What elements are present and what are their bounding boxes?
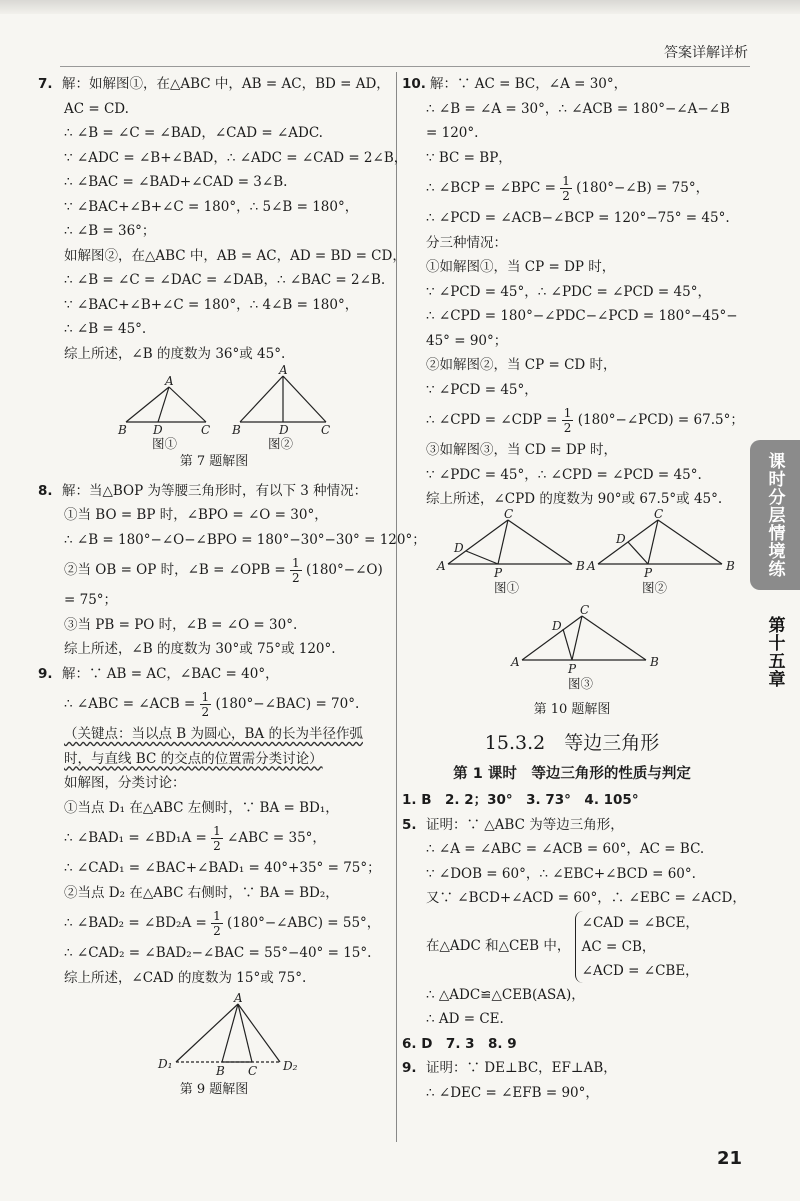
text-line: ∴ ∠A = ∠ABC = ∠ACB = 60°，AC = BC. xyxy=(426,841,705,857)
fraction xyxy=(200,690,212,719)
brace-system xyxy=(402,911,742,983)
q10-fig1-side-bc xyxy=(508,520,572,564)
section-title: 15.3.2 等边三角形 xyxy=(484,732,660,754)
question-9 xyxy=(38,662,390,1103)
text-line: ∴ ∠CPD = 180°−∠PDC−∠PCD = 180°−45°− xyxy=(426,308,738,324)
text: ∴ ∠CPD = ∠CDP = xyxy=(426,412,558,428)
text-line: 综上所述，∠B 的度数为 36°或 45°. xyxy=(64,345,286,362)
text-line: ∵ ∠PCD = 45°，∴ ∠PDC = ∠PCD = 45°， xyxy=(426,283,711,300)
fraction xyxy=(562,406,574,435)
q10-fig2-label-a: A xyxy=(587,558,596,573)
text-line: ①当 BO = BP 时，∠BPO = ∠O = 30°， xyxy=(64,507,328,523)
question-number: 9. xyxy=(38,665,53,682)
q9-segment-ad1 xyxy=(176,1004,238,1062)
q10-fig2-label-p: P xyxy=(644,565,653,580)
text-line: ①当点 D₁ 在△ABC 左侧时，∵ BA = BD₁， xyxy=(64,799,339,816)
answers-line-2: 6. D 7. 3 8. 9 xyxy=(402,1035,517,1052)
q10-fig1-caption: 图① xyxy=(494,579,520,595)
q7-label-b2: B xyxy=(232,423,241,437)
text: 在△ADC 和△CEB 中， xyxy=(426,938,571,955)
question-number: 8. xyxy=(38,482,53,499)
q7-caption: 第 7 题解图 xyxy=(179,454,249,469)
text: ∴ ∠ABC = ∠ACB = xyxy=(64,696,196,712)
q10-fig1-label-b: B xyxy=(576,558,585,573)
q9-label-d2: D₂ xyxy=(283,1059,298,1073)
q10-fig1-label-a: A xyxy=(437,558,446,573)
text-line: ①如解图①，当 CP = DP 时， xyxy=(426,259,616,275)
denominator: 2 xyxy=(213,924,221,938)
brace-line: ∠CAD = ∠BCE， xyxy=(581,914,699,931)
numerator: 1 xyxy=(563,406,572,420)
text-line: ③当 PB = PO 时，∠B = ∠O = 30°. xyxy=(64,616,298,633)
chapter-tab-label: 第十五章 xyxy=(764,616,785,688)
q10-fig3-label-p: P xyxy=(568,661,577,676)
q7-fig2-side-ac xyxy=(283,376,326,422)
q10-fig3-label-d: D xyxy=(552,618,562,633)
text-line: 解：如解图①，在△ABC 中，AB = AC，BD = AD， xyxy=(62,76,390,92)
q9-label-d1: D₁ xyxy=(158,1057,173,1071)
text-line: ∴ ∠B = ∠C = ∠BAD，∠CAD = ∠ADC. xyxy=(64,125,323,141)
q10-fig3-segment-dp xyxy=(563,629,572,660)
text-line: 分三种情况： xyxy=(426,234,507,251)
figure-q9 xyxy=(38,990,390,1078)
fraction xyxy=(290,556,302,585)
q10-fig3-side-bc xyxy=(582,616,646,660)
numerator: 1 xyxy=(201,690,210,704)
denominator: 2 xyxy=(563,421,572,435)
text-line: ∴ ∠BAC = ∠BAD+∠CAD = 3∠B. xyxy=(64,174,288,190)
q10-fig2-segment-dp xyxy=(628,542,648,564)
numerator: 1 xyxy=(213,824,221,838)
text-line: ∵ ∠DOB = 60°，∴ ∠EBC+∠BCD = 60°. xyxy=(426,865,696,882)
column-divider xyxy=(396,72,397,1142)
text-line: 如解图，分类讨论： xyxy=(64,775,186,791)
numerator: 1 xyxy=(292,556,300,570)
q7-fig2-side-ab xyxy=(240,376,283,422)
text-line: ∴ ∠CAD₁ = ∠BAC+∠BAD₁ = 40°+35° = 75°； xyxy=(64,860,381,876)
q7-fig2-caption: 图② xyxy=(268,436,294,451)
q7-label-d: D xyxy=(153,423,163,437)
q7-label-c: C xyxy=(201,423,211,437)
text-line: ∴ ∠B = ∠A = 30°，∴ ∠ACB = 180°−∠A−∠B xyxy=(426,100,730,117)
q9-label-a: A xyxy=(234,991,243,1005)
text-line: 综上所述，∠CAD 的度数为 15°或 75°. xyxy=(64,969,307,986)
text: ∠ABC = 35°， xyxy=(227,830,326,846)
page-header: 答案详解详析 xyxy=(664,45,748,61)
q10-fig2-label-c: C xyxy=(654,506,664,521)
text-line: ∵ ∠BAC+∠B+∠C = 180°，∴ 4∠B = 180°， xyxy=(64,296,359,313)
text-line: 综上所述，∠B 的度数为 30°或 75°或 120°. xyxy=(64,641,336,657)
text-line: 综上所述，∠CPD 的度数为 90°或 67.5°或 45°. xyxy=(426,491,723,507)
numerator: 1 xyxy=(562,174,570,188)
q10-diagrams xyxy=(402,506,742,702)
question-9b xyxy=(402,1056,742,1105)
text-line: 45° = 90°； xyxy=(426,332,508,349)
question-number: 5. xyxy=(402,816,417,833)
text-line: ∴ ∠B = 180°−∠O−∠BPO = 180°−30°−30° = 120°； xyxy=(64,531,426,548)
q7-fig1-side-ac xyxy=(169,387,206,422)
right-column xyxy=(402,72,746,1105)
text: (180°−∠B) = 75°， xyxy=(576,180,710,196)
text-line: = 120°. xyxy=(426,125,479,141)
fraction-line xyxy=(38,820,390,856)
q9-label-c: C xyxy=(248,1064,258,1078)
text-line: ∴ △ADC≌△CEB(ASA)， xyxy=(426,986,585,1003)
denominator: 2 xyxy=(562,189,570,203)
section-tab xyxy=(750,440,800,590)
q7-fig1-side-ab xyxy=(126,387,169,422)
fraction-line xyxy=(38,686,390,722)
q7-fig1-caption: 图① xyxy=(152,436,178,451)
text-line: ∴ AD = CE. xyxy=(426,1011,504,1027)
text-line: ∵ ∠BAC+∠B+∠C = 180°，∴ 5∠B = 180°， xyxy=(64,198,359,215)
question-8 xyxy=(38,479,426,662)
q10-fig3-label-c: C xyxy=(580,602,590,617)
text: ∴ ∠BAD₁ = ∠BD₁A = xyxy=(64,830,207,846)
text-line: ∴ ∠B = 36°； xyxy=(64,223,156,239)
text: ∴ ∠BCP = ∠BPC = xyxy=(426,180,556,196)
q10-fig2-label-d: D xyxy=(616,531,626,546)
text: (180°−∠O) xyxy=(305,562,383,578)
brace-line: AC = CB， xyxy=(581,938,656,955)
brace-line: ∠ACD = ∠CBE， xyxy=(581,962,699,979)
fraction-line xyxy=(38,905,390,941)
fraction xyxy=(211,909,223,938)
text-line: 证明：∵ △ABC 为等边三角形， xyxy=(426,816,624,833)
q7-label-c2: C xyxy=(321,423,331,437)
q10-fig3-label-a: A xyxy=(511,654,520,669)
q7-diagrams xyxy=(38,363,390,451)
text-line: 又∵ ∠BCD+∠ACD = 60°，∴ ∠EBC = ∠ACD， xyxy=(426,890,746,906)
answers-line-1: 1. B 2. 2；30° 3. 73° 4. 105° xyxy=(402,792,639,808)
text-line: 解：∵ AC = BC，∠A = 30°， xyxy=(430,76,628,92)
text-line: 证明：∵ DE⊥BC，EF⊥AB， xyxy=(426,1060,617,1076)
section-tab-label: 课时分层情境练 xyxy=(764,452,785,578)
denominator: 2 xyxy=(292,571,300,585)
text-line: = 75°； xyxy=(64,592,118,608)
q7-label-d2: D xyxy=(279,423,289,437)
q7-label-a: A xyxy=(165,374,174,388)
question-number: 7. xyxy=(38,76,53,92)
q9-segment-ad2 xyxy=(238,1004,280,1062)
text-line: ∴ ∠B = ∠C = ∠DAC = ∠DAB，∴ ∠BAC = 2∠B. xyxy=(64,272,386,288)
q10-fig2-label-b: B xyxy=(726,558,735,573)
text-line: ∴ ∠DEC = ∠EFB = 90°， xyxy=(426,1084,599,1101)
text: ∴ ∠BAD₂ = ∠BD₂A = xyxy=(64,915,207,931)
q7-label-b: B xyxy=(118,423,127,437)
q10-fig3-label-b: B xyxy=(650,654,659,669)
text: (180°−∠PCD) = 67.5°； xyxy=(577,412,744,428)
text: ②当 OB = OP 时，∠B = ∠OPB = xyxy=(64,562,286,578)
text: (180°−∠ABC) = 55°， xyxy=(227,915,381,931)
text-line: ∵ BC = BP， xyxy=(426,149,512,166)
question-number: 10. xyxy=(402,76,426,92)
q7-label-a2: A xyxy=(279,363,288,377)
text-line: ∵ ∠ADC = ∠B+∠BAD，∴ ∠ADC = ∠CAD = 2∠B， xyxy=(64,149,408,166)
text-line: ∵ ∠PDC = 45°，∴ ∠CPD = ∠PCD = 45°. xyxy=(426,466,702,483)
lesson-title: 第 1 课时 等边三角形的性质与判定 xyxy=(453,766,691,782)
scan-top-edge xyxy=(0,0,800,14)
q9-caption: 第 9 题解图 xyxy=(179,1082,249,1097)
q10-fig2-side-bc xyxy=(658,520,722,564)
fraction-line xyxy=(402,170,742,206)
key-point-line: 时，与直线 BC 的交点的位置需分类讨论） xyxy=(64,750,323,767)
q10-fig1-label-c: C xyxy=(504,506,514,521)
chapter-tab xyxy=(750,592,800,712)
text-line: ③如解图③，当 CD = DP 时， xyxy=(426,442,618,458)
text-line: ∴ ∠B = 45°. xyxy=(64,321,147,337)
fraction xyxy=(560,174,572,203)
text: (180°−∠BAC) = 70°. xyxy=(215,696,360,712)
q9-diagram xyxy=(38,990,390,1078)
question-7 xyxy=(38,72,408,475)
key-point-line: （关键点：当以点 B 为圆心，BA 的长为半径作弧 xyxy=(64,726,363,742)
text-line: AC = CD. xyxy=(64,100,129,117)
text-line: ②如解图②，当 CP = CD 时， xyxy=(426,357,617,373)
fraction-line xyxy=(402,402,742,438)
page-number: 21 xyxy=(716,1148,742,1169)
text-line: ②当点 D₂ 在△ABC 右侧时，∵ BA = BD₂， xyxy=(64,884,339,901)
text-line: 解：当△BOP 为等腰三角形时，有以下 3 种情况： xyxy=(62,482,368,499)
text-line: ∴ ∠CAD₂ = ∠BAD₂−∠BAC = 55°−40° = 15°. xyxy=(64,945,372,961)
fraction-line xyxy=(38,552,390,588)
brace-group xyxy=(575,911,699,983)
text-line: ∴ ∠PCD = ∠ACB−∠BCP = 120°−75° = 45°. xyxy=(426,210,730,226)
question-number: 9. xyxy=(402,1060,417,1076)
denominator: 2 xyxy=(213,839,221,853)
question-10 xyxy=(402,72,742,722)
numerator: 1 xyxy=(213,909,221,923)
fraction xyxy=(211,824,223,853)
header-rule xyxy=(60,66,750,67)
text-line: ∵ ∠PCD = 45°， xyxy=(426,381,538,398)
text-line: 如解图②，在△ABC 中，AB = AC，AD = BD = CD， xyxy=(64,247,406,264)
q10-fig1-segment-dp xyxy=(466,551,498,564)
figure-q7 xyxy=(38,363,390,451)
q9-label-b: B xyxy=(216,1064,225,1078)
denominator: 2 xyxy=(201,705,210,719)
q10-fig3-caption: 图③ xyxy=(568,675,594,691)
q10-fig2-caption: 图② xyxy=(642,579,668,595)
text-line: 解：∵ AB = AC，∠BAC = 40°， xyxy=(62,665,279,682)
q10-fig1-label-d: D xyxy=(454,540,464,555)
q9-side-ab xyxy=(222,1004,238,1062)
question-5 xyxy=(402,813,746,1032)
q10-caption: 第 10 题解图 xyxy=(533,701,611,717)
q10-fig1-label-p: P xyxy=(494,565,503,580)
figure-q10 xyxy=(402,506,742,702)
